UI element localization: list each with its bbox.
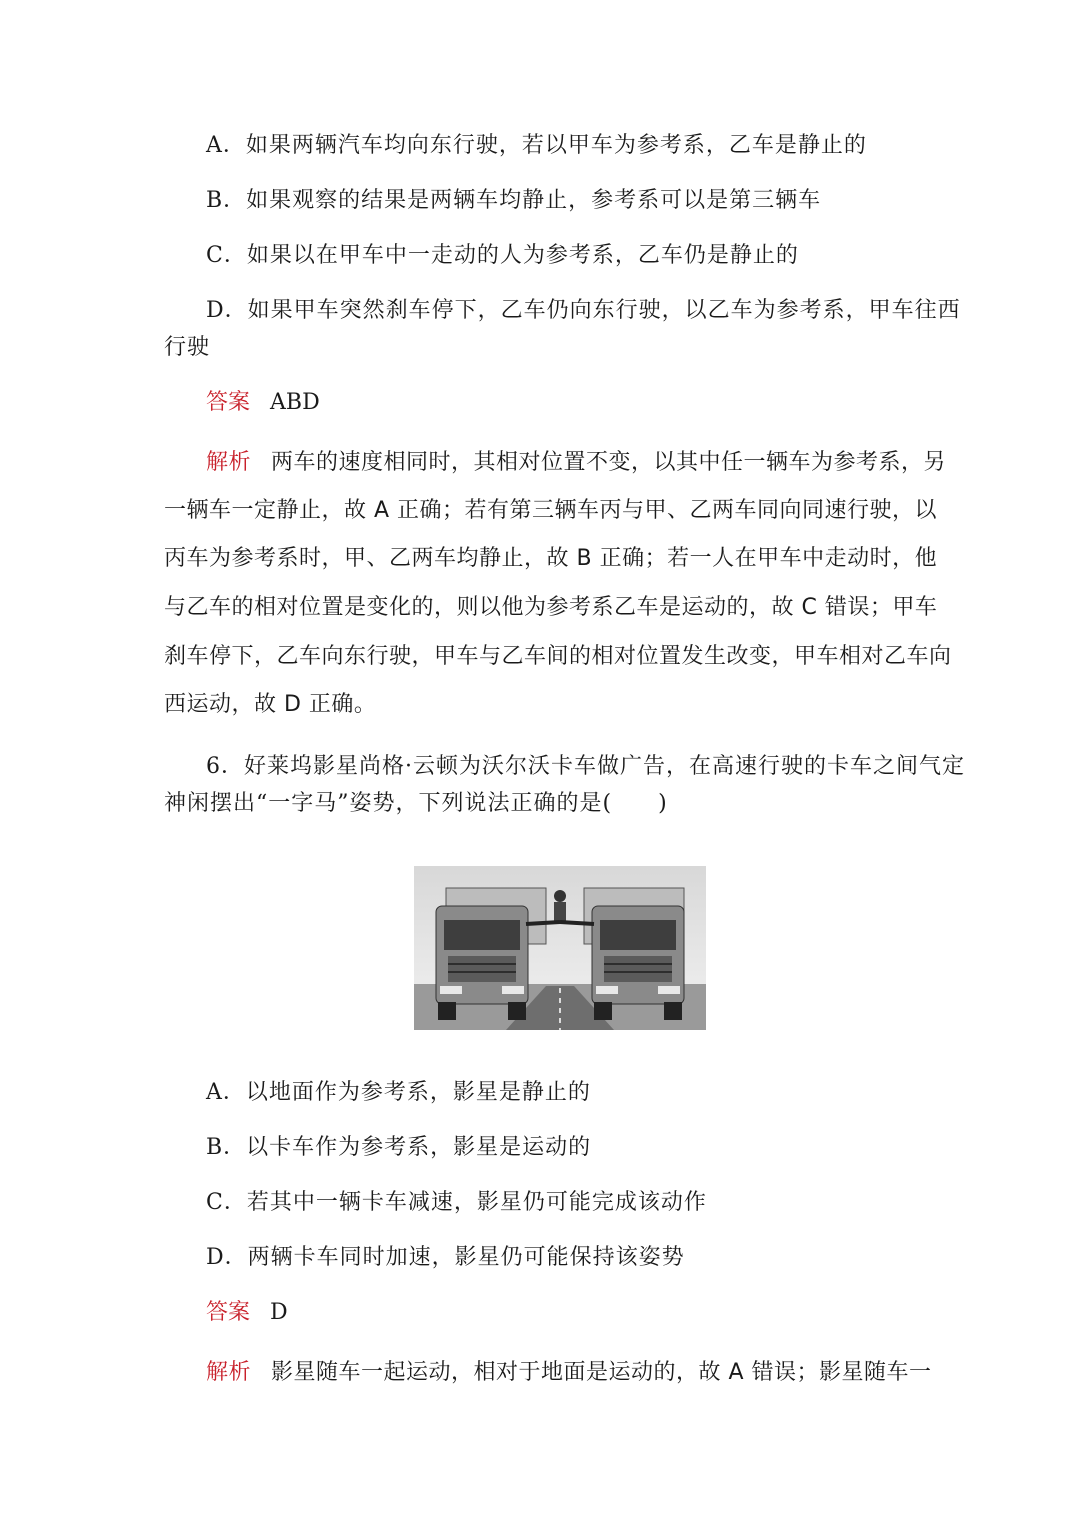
trucks-split-icon [414, 866, 706, 1030]
q5-option-d-line2: 行驶 [164, 335, 211, 360]
q5-explain-line2: 一辆车一定静止，故 A 正确；若有第三辆车丙与甲、乙两车同向同速行驶，以 [164, 498, 938, 523]
q6-stem-line1: 6．好莱坞影星尚格·云顿为沃尔沃卡车做广告，在高速行驶的卡车之间气定 [206, 754, 965, 779]
q6-option-c: C．若其中一辆卡车减速，影星仍可能完成该动作 [206, 1190, 707, 1215]
q5-answer-label: 答案 [206, 390, 251, 415]
q6-answer-value: D [270, 1300, 288, 1325]
q5-explain-line3: 丙车为参考系时，甲、乙两车均静止，故 B 正确；若一人在甲车中走动时，他 [164, 546, 938, 571]
q5-option-c: C．如果以在甲车中一走动的人为参考系，乙车仍是静止的 [206, 243, 799, 268]
q6-option-d: D．两辆卡车同时加速，影星仍可能保持该姿势 [206, 1245, 685, 1270]
q5-option-a: A．如果两辆汽车均向东行驶，若以甲车为参考系，乙车是静止的 [206, 133, 867, 158]
q5-explain-line5: 刹车停下，乙车向东行驶，甲车与乙车间的相对位置发生改变，甲车相对乙车向 [164, 644, 952, 669]
trucks-photo [414, 866, 706, 1030]
q6-explain-text: 影星随车一起运动，相对于地面是运动的，故 A 错误；影星随车一 [271, 1360, 932, 1385]
q5-explain-line6: 西运动，故 D 正确。 [164, 692, 377, 717]
q6-option-a: A．以地面作为参考系，影星是静止的 [206, 1080, 591, 1105]
q5-explain-text: 两车的速度相同时，其相对位置不变，以其中任一辆车为参考系，另 [271, 450, 947, 475]
q5-explain-line1 [206, 448, 946, 478]
q5-option-d-line1: D．如果甲车突然刹车停下，乙车仍向东行驶，以乙车为参考系，甲车往西 [206, 298, 961, 323]
q6-stem-line2: 神闲摆出“一字马”姿势，下列说法正确的是( ) [164, 791, 668, 816]
q5-answer [206, 388, 320, 418]
q6-explain-line1 [206, 1358, 932, 1388]
q5-explain-line4: 与乙车的相对位置是变化的，则以他为参考系乙车是运动的，故 C 错误；甲车 [164, 595, 938, 620]
q5-explain-label: 解析 [206, 450, 252, 475]
q6-option-b: B．以卡车作为参考系，影星是运动的 [206, 1135, 592, 1160]
q6-answer-label: 答案 [206, 1300, 251, 1325]
q5-answer-value: ABD [270, 390, 320, 415]
q5-option-b: B．如果观察的结果是两辆车均静止，参考系可以是第三辆车 [206, 188, 822, 213]
q6-explain-label: 解析 [206, 1360, 252, 1385]
q6-answer [206, 1298, 288, 1328]
